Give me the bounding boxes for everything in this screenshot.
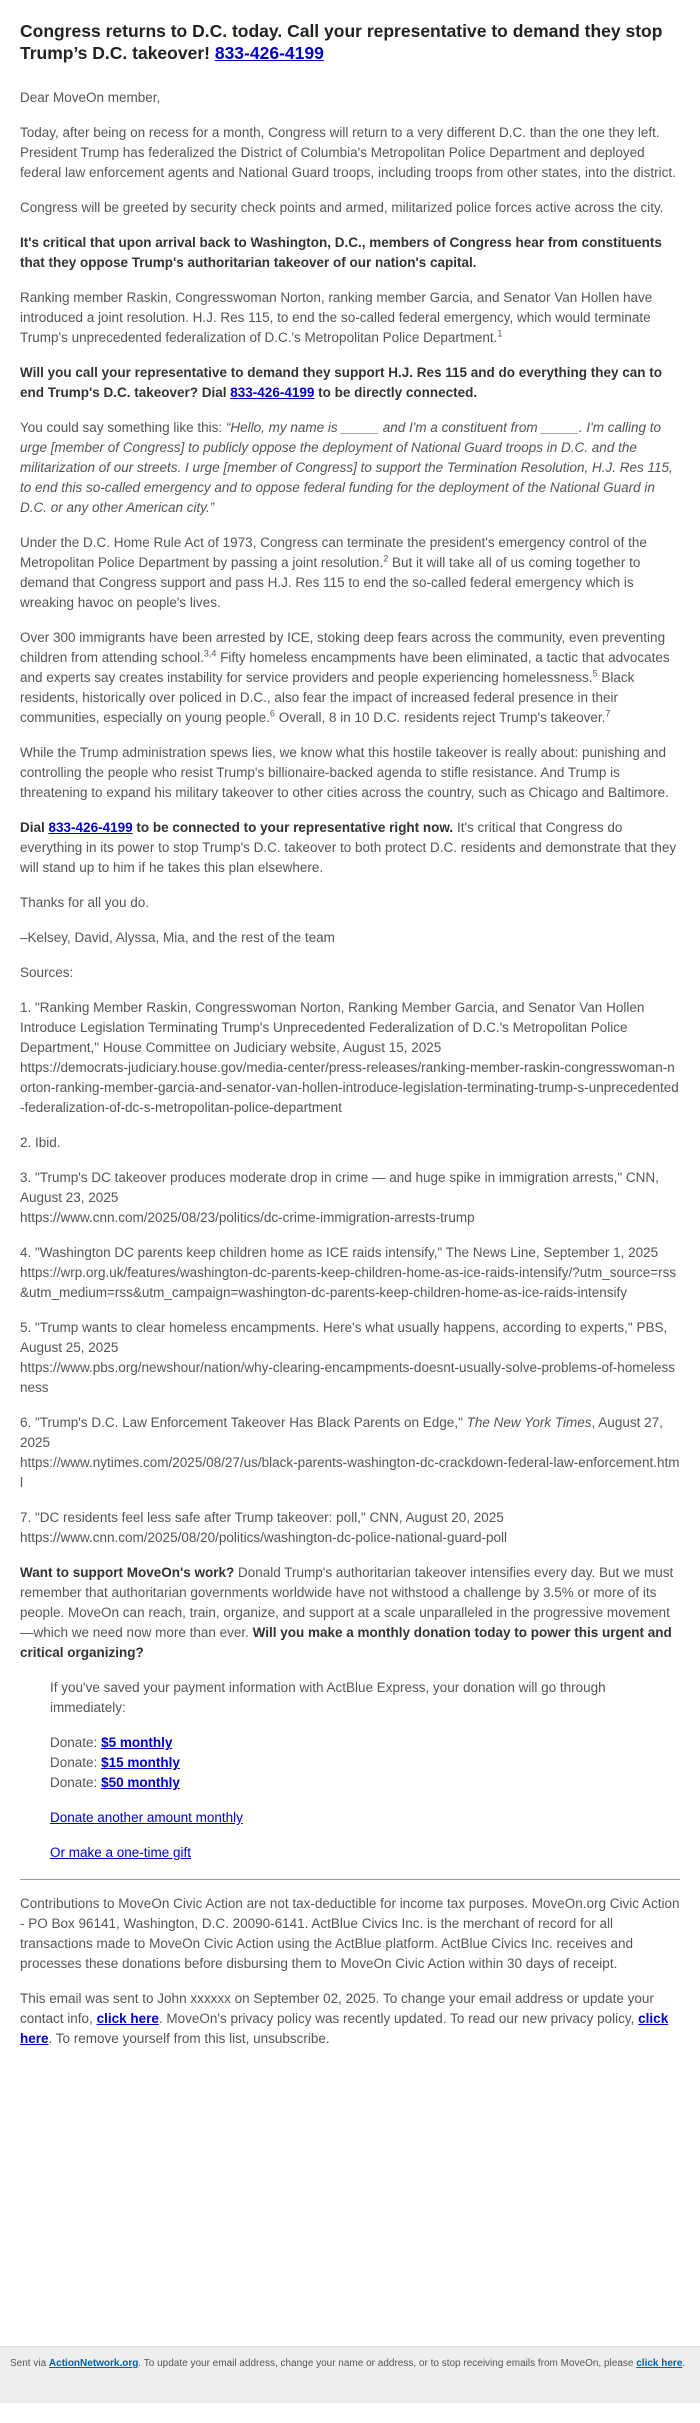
- support-lead: Want to support MoveOn's work?: [20, 1565, 235, 1580]
- paragraph-8-c: Black residents, historically over policed in D.C., also fear the impact of increased federal presence in their communities, especially on young people.: [20, 670, 635, 725]
- donate-other-monthly-link[interactable]: Donate another amount monthly: [50, 1810, 243, 1825]
- donate-label: Donate:: [50, 1755, 98, 1770]
- divider: [20, 1879, 680, 1880]
- source-item: [20, 1413, 680, 1493]
- donate-5-monthly-link[interactable]: $5 monthly: [101, 1735, 173, 1750]
- source-url: https://www.pbs.org/newshour/nation/why-clearing-encampments-doesnt-usually-solve-problems-of-homelessness: [20, 1360, 676, 1395]
- donate-50-monthly-link[interactable]: $50 monthly: [101, 1775, 180, 1790]
- call-phone-link-2[interactable]: 833-426-4199: [48, 820, 133, 835]
- paragraph-10: [20, 818, 680, 878]
- donate-label: Donate:: [50, 1775, 98, 1790]
- source-citation: 6. "Trump's D.C. Law Enforcement Takeover Has Black Parents on Edge,": [20, 1415, 463, 1430]
- donate-intro: If you've saved your payment information with ActBlue Express, your donation will go through immediately:: [50, 1680, 606, 1715]
- source-item: [20, 998, 680, 1118]
- paragraph-8: [20, 628, 680, 728]
- donate-block: [20, 1678, 680, 1863]
- support-body: Donald Trump's authoritarian takeover intensifies every day. But we must remember that authoritarian governments worldwide have not withstood a challenge by 3.5% or more of its people. MoveOn can reach, train, organize, and support at a scale unparalleled in the progressive movement—which we need now more than ever.: [20, 1565, 674, 1640]
- one-time-row: [50, 1843, 680, 1863]
- footer-text-c: .: [682, 2358, 686, 2369]
- paragraph-9: While the Trump administration spews lies, we know what this hostile takeover is really about: punishing and controlling the people who resist Trump's billionaire-backed agenda to stifle resistance. And Trump is threatening to expand his military takeover to other cities across the country, such as Chicago and Baltimore.: [20, 745, 669, 800]
- footer-bar: [0, 2346, 700, 2403]
- legal-disclaimer: Contributions to MoveOn Civic Action are not tax-deductible for income tax purposes. MoveOn.org Civic Action - PO Box 96141, Washington, D.C. 20090-6141. ActBlue Civics Inc. is the merchant of record for all transactions made to MoveOn Civic Action using the ActBlue platform. ActBlue Civics Inc. receives and processes these donations before disbursing them to MoveOn Civic Action within 30 days of receipt.: [20, 1896, 680, 1971]
- footnote-ref-1: 1: [497, 328, 503, 339]
- source-url: https://democrats-judiciary.house.gov/media-center/press-releases/ranking-member-raskin-congresswoman-norton-ranking-member-garcia-and-senator-van-hollen-introduce-legislation-terminating-trump-s-unprecedented-federalization-of-dc-s-metropolitan-police-department: [20, 1060, 679, 1115]
- paragraph-8-a: Over 300 immigrants have been arrested by ICE, stoking deep fears across the community, even preventing children from attending school.: [20, 630, 666, 665]
- headline-phone-link[interactable]: 833-426-4199: [214, 43, 324, 63]
- email-body: [0, 20, 700, 2049]
- dial-label: Dial: [20, 820, 45, 835]
- source-item: [20, 1133, 680, 1153]
- donate-label: Donate:: [50, 1735, 98, 1750]
- source-item: [20, 1318, 680, 1398]
- footnote-ref-5: 5: [592, 668, 598, 679]
- source-citation: 7. "DC residents feel less safe after Trump takeover: poll," CNN, August 20, 2025: [20, 1510, 504, 1525]
- donate-row: [50, 1753, 680, 1773]
- source-url: https://www.cnn.com/2025/08/20/politics/washington-dc-police-national-guard-poll: [20, 1530, 508, 1545]
- source-citation: 2. Ibid.: [20, 1135, 61, 1150]
- source-url: https://www.nytimes.com/2025/08/27/us/black-parents-washington-dc-crackdown-federal-law-enforcement.html: [20, 1455, 680, 1490]
- paragraph-4: [20, 288, 680, 348]
- paragraph-5-before: Will you call your representative to demand they support H.J. Res 115 and do everything they can to end Trump's D.C. takeover? Dial: [20, 365, 663, 400]
- paragraph-8-b: Fifty homeless encampments have been eliminated, a tactic that advocates and experts say creates instability for service providers and people experiencing homelessness.: [20, 650, 670, 685]
- source-citation: 1. "Ranking Member Raskin, Congresswoman Norton, Ranking Member Garcia, and Senator Van Hollen Introduce Legislation Terminating Trump's Unprecedented Federalization of D.C.'s Metropolitan Police Department," House Committee on Judiciary website, August 15, 2025: [20, 1000, 645, 1055]
- sources-list: [20, 998, 680, 1548]
- update-contact-link[interactable]: click here: [96, 2011, 159, 2026]
- source-citation: 5. "Trump wants to clear homeless encampments. Here's what usually happens, according to experts," PBS, August 25, 2025: [20, 1320, 668, 1355]
- headline-text: Congress returns to D.C. today. Call your representative to demand they stop Trump’s D.C. takeover!: [20, 21, 663, 63]
- source-item: [20, 1168, 680, 1228]
- paragraph-2: Congress will be greeted by security check points and armed, militarized police forces active across the city.: [20, 200, 664, 215]
- support-ask: Will you make a monthly donation today to power this urgent and critical organizing?: [20, 1625, 672, 1660]
- footnote-ref-6: 6: [269, 708, 275, 719]
- privacy-policy-link[interactable]: click here: [20, 2011, 669, 2046]
- sent-to-text-c: . To remove yourself from this list, unsubscribe.: [48, 2031, 330, 2046]
- paragraph-6: [20, 418, 680, 518]
- paragraph-8-d: Overall, 8 in 10 D.C. residents reject Trump's takeover.: [278, 710, 606, 725]
- call-script-quote: “Hello, my name is _____ and I'm a constituent from _____. I'm calling to urge [member of Congress] to publicly oppose the deployment of National Guard troops in D.C. and the militarization of our streets. I urge [member of Congress] to support the Termination Resolution, H.J. Res 115, to end this so-called emergency and to oppose federal funding for the deployment of the National Guard in D.C. or any other American city.”: [20, 420, 673, 515]
- paragraph-1: Today, after being on recess for a month, Congress will return to a very different D.C. than the one they left. President Trump has federalized the District of Columbia's Metropolitan Police Department and deployed federal law enforcement agents and National Guard troops, including troops from other states, into the district.: [20, 125, 676, 180]
- source-citation: 3. "Trump's DC takeover produces moderate drop in crime — and huge spike in immigration arrests," CNN, August 23, 2025: [20, 1170, 659, 1205]
- signoff: –Kelsey, David, Alyssa, Mia, and the rest of the team: [20, 930, 335, 945]
- source-date: , August 27, 2025: [20, 1415, 663, 1450]
- paragraph-5: [20, 363, 680, 403]
- footer-text-a: Sent via: [10, 2358, 47, 2369]
- headline: [20, 20, 680, 64]
- source-publication: The New York Times: [466, 1415, 592, 1430]
- paragraph-10-bold: to be connected to your representative right now.: [136, 820, 454, 835]
- source-item: [20, 1508, 680, 1548]
- source-citation: 4. "Washington DC parents keep children home as ICE raids intensify," The News Line, September 1, 2025: [20, 1245, 659, 1260]
- one-time-gift-link[interactable]: Or make a one-time gift: [50, 1845, 192, 1860]
- footer-text-b: . To update your email address, change your name or address, or to stop receiving emails from MoveOn, please: [138, 2358, 634, 2369]
- donate-row: [50, 1773, 680, 1793]
- paragraph-7-a: Under the D.C. Home Rule Act of 1973, Congress can terminate the president's emergency control of the Metropolitan Police Department by passing a joint resolution.: [20, 535, 647, 570]
- sent-to-text-a: This email was sent to John xxxxxx on September 02, 2025. To change your email address or update your contact info,: [20, 1991, 654, 2026]
- paragraph-5-after: to be directly connected.: [318, 385, 478, 400]
- support-paragraph: [20, 1563, 680, 1663]
- donate-other-row: [50, 1808, 680, 1828]
- paragraph-7-b: But it will take all of us coming together to demand that Congress support and pass H.J. Res 115 to end the so-called federal emergency which is wreaking havoc on people's lives.: [20, 555, 641, 610]
- paragraph-10-rest: It's critical that Congress do everything in its power to stop Trump's D.C. takeover to both protect D.C. residents and demonstrate that they will stand up to him if he takes this plan elsewhere.: [20, 820, 677, 875]
- call-phone-link[interactable]: 833-426-4199: [230, 385, 315, 400]
- sources-label: Sources:: [20, 965, 74, 980]
- paragraph-4-text: Ranking member Raskin, Congresswoman Norton, ranking member Garcia, and Senator Van Hollen have introduced a joint resolution. H.J. Res 115, to end the so-called federal emergency, which would terminate Trump's unprecedented federalization of D.C.'s Metropolitan Police Department.: [20, 290, 653, 345]
- sent-to-notice: [20, 1989, 680, 2049]
- footer-click-here-link[interactable]: click here: [636, 2358, 683, 2369]
- action-network-link[interactable]: ActionNetwork.org: [48, 2358, 139, 2369]
- footnote-ref-2: 2: [383, 553, 389, 564]
- source-item: [20, 1243, 680, 1303]
- paragraph-7: [20, 533, 680, 613]
- script-intro: You could say something like this:: [20, 420, 223, 435]
- footnote-ref-7: 7: [605, 708, 611, 719]
- footnote-ref-3-4: 3,4: [203, 648, 217, 659]
- greeting: Dear MoveOn member,: [20, 90, 161, 105]
- sent-to-text-b: . MoveOn's privacy policy was recently updated. To read our new privacy policy,: [158, 2011, 635, 2026]
- thanks-line: Thanks for all you do.: [20, 895, 150, 910]
- paragraph-3: It's critical that upon arrival back to Washington, D.C., members of Congress hear from constituents that they oppose Trump's authoritarian takeover of our nation's capital.: [20, 235, 662, 270]
- donate-row: [50, 1733, 680, 1753]
- donate-15-monthly-link[interactable]: $15 monthly: [101, 1755, 180, 1770]
- source-url: https://wrp.org.uk/features/washington-dc-parents-keep-children-home-as-ice-raids-intensify/?utm_source=rss&utm_medium=rss&utm_campaign=washington-dc-parents-keep-children-home-as-ice-raids-intensify: [20, 1265, 677, 1300]
- source-url: https://www.cnn.com/2025/08/23/politics/dc-crime-immigration-arrests-trump: [20, 1210, 475, 1225]
